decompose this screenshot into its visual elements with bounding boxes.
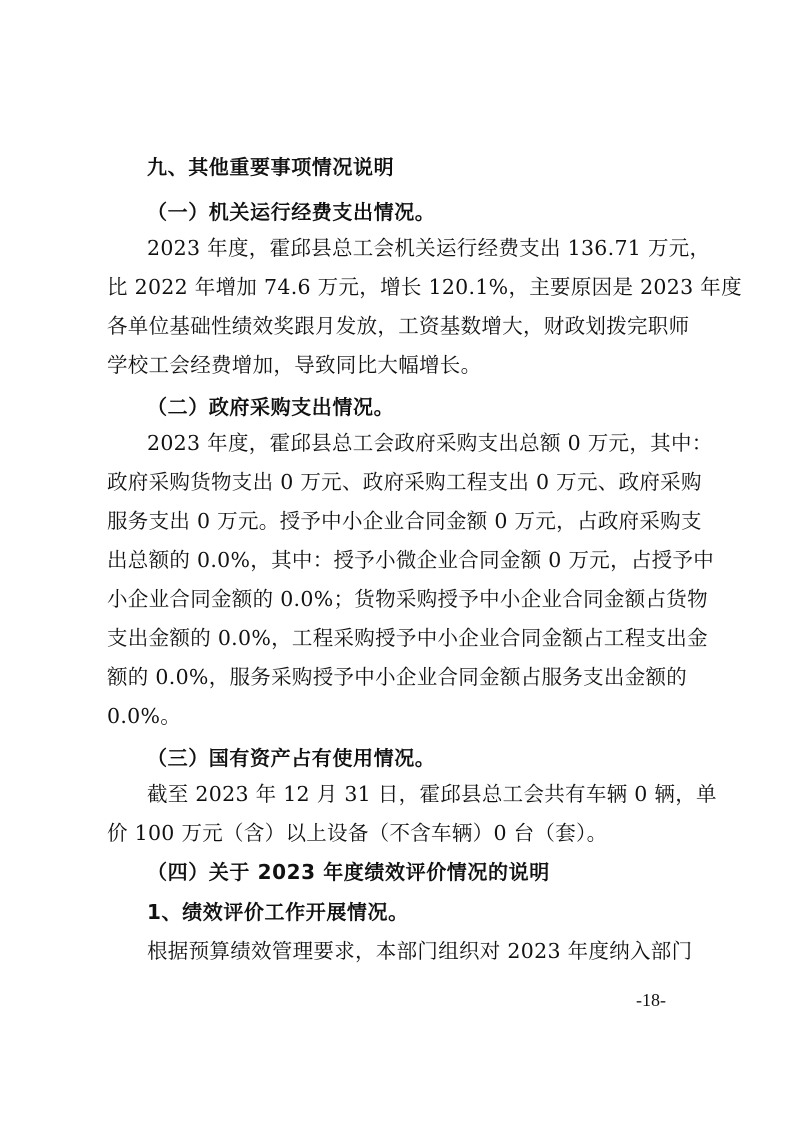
paragraph-line: 出总额的 0.0%，其中：授予小微企业合同金额 0 万元，占授予中: [107, 548, 715, 572]
paragraph-line: 截至 2023 年 12 月 31 日，霍邱县总工会共有车辆 0 辆，单: [147, 782, 717, 806]
section-heading: 九、其他重要事项情况说明: [147, 155, 395, 179]
subsection-heading-3: （三）国有资产占有使用情况。: [147, 746, 436, 770]
page-number: -18-: [636, 990, 666, 1010]
paragraph-line: 2023 年度，霍邱县总工会机关运行经费支出 136.71 万元，: [147, 236, 711, 260]
paragraph-line: 比 2022 年增加 74.6 万元，增长 120.1%，主要原因是 2023 年度: [107, 275, 742, 299]
subsection-heading-1: （一）机关运行经费支出情况。: [147, 200, 436, 224]
item-heading-1: 1、绩效评价工作开展情况。: [147, 900, 409, 924]
paragraph-line: 服务支出 0 万元。授予中小企业合同金额 0 万元，占政府采购支: [107, 509, 702, 533]
paragraph-line: 政府采购货物支出 0 万元、政府采购工程支出 0 万元、政府采购: [107, 470, 702, 494]
paragraph-line: 支出金额的 0.0%，工程采购授予中小企业合同金额占工程支出金: [107, 626, 708, 650]
paragraph-line: 2023 年度，霍邱县总工会政府采购支出总额 0 万元，其中：: [147, 431, 713, 455]
paragraph-line: 小企业合同金额的 0.0%；货物采购授予中小企业合同金额占货物: [107, 587, 708, 611]
subsection-heading-2: （二）政府采购支出情况。: [147, 395, 395, 419]
paragraph-line: 各单位基础性绩效奖跟月发放，工资基数增大，财政划拨完职师: [107, 314, 690, 338]
paragraph-line: 0.0%。: [107, 704, 182, 728]
paragraph-line: 根据预算绩效管理要求，本部门组织对 2023 年度纳入部门: [147, 939, 693, 963]
paragraph-line: 价 100 万元（含）以上设备（不含车辆）0 台（套）。: [107, 821, 608, 845]
paragraph-line: 额的 0.0%，服务采购授予中小企业合同金额占服务支出金额的: [107, 665, 688, 689]
paragraph-line: 学校工会经费增加，导致同比大幅增长。: [107, 353, 482, 377]
subsection-heading-4: （四）关于 2023 年度绩效评价情况的说明: [147, 860, 550, 884]
